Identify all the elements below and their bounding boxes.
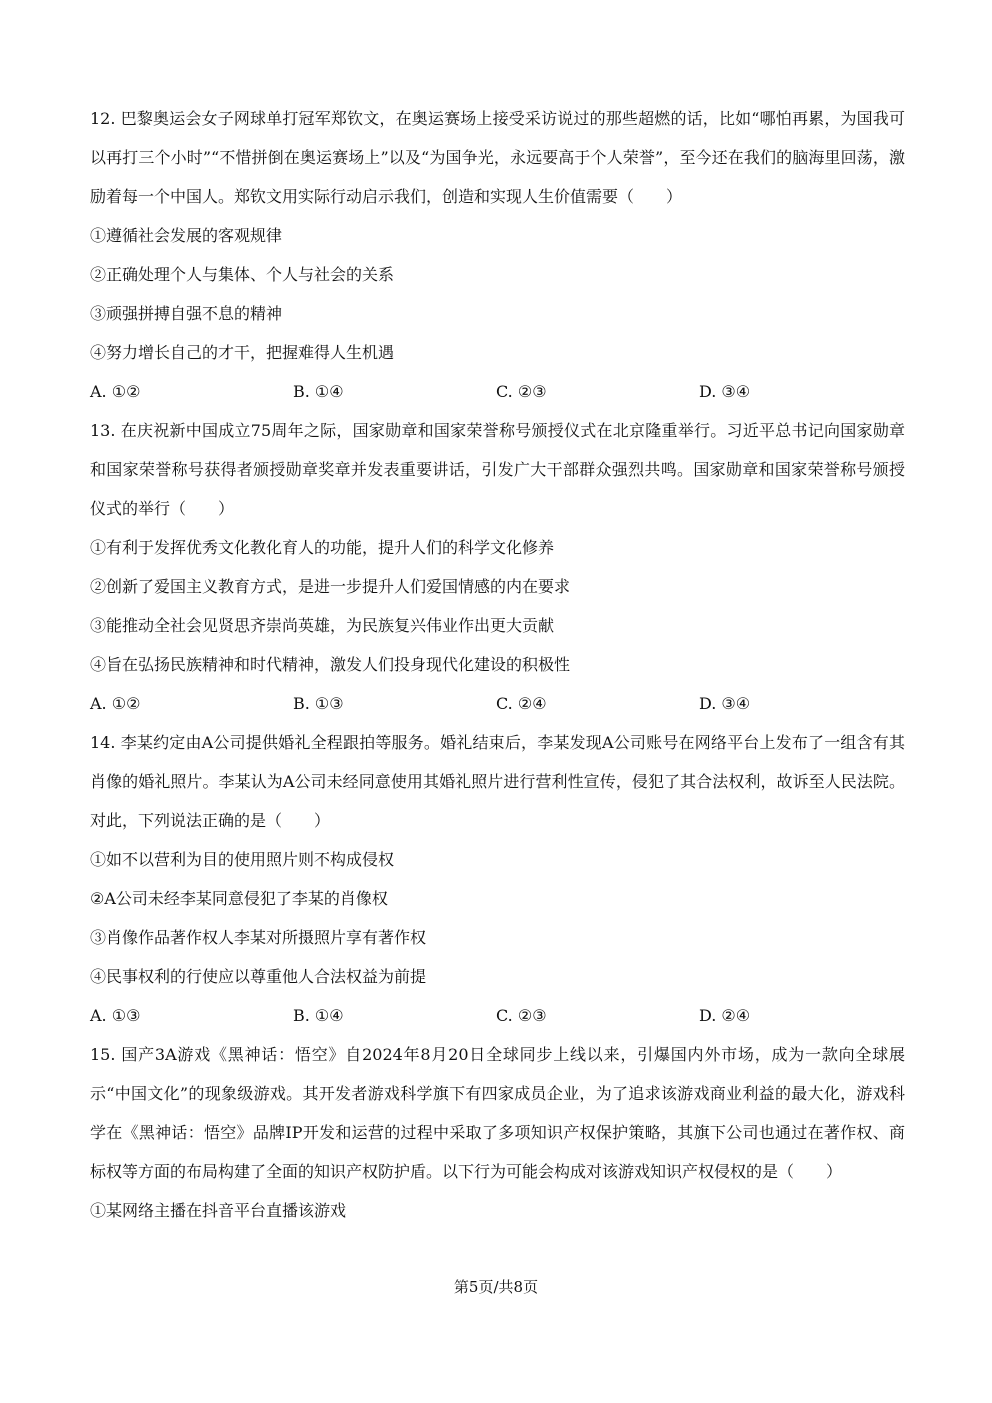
answer-options (90, 996, 905, 1035)
statement-item: ①有利于发挥优秀文化教化育人的功能，提升人们的科学文化修养 (90, 538, 555, 557)
question-stem: 12. 巴黎奥运会女子网球单打冠军郑钦文，在奥运赛场上接受采访说过的那些超燃的话，比如“哪怕再累，为国我可以再打三个小时”“不惜拼倒在奥运赛场上”以及“为国争光，永远要高于个人荣誉”，至今还在我们的脑海里回荡，激励着每一个中国人。郑钦文用实际行动启示我们，创造和实现人生价值需要（ ） (90, 109, 905, 206)
statement-item: ②创新了爱国主义教育方式，是进一步提升人们爱国情感的内在要求 (90, 577, 571, 596)
page-number: 第5页/共8页 (453, 1278, 539, 1296)
option-a: A. ①② (90, 694, 141, 713)
statement-item: ③顽强拼搏自强不息的精神 (90, 304, 283, 323)
option-b: B. ①④ (293, 1006, 344, 1025)
option-a: A. ①② (90, 382, 141, 401)
question-15 (90, 1035, 905, 1230)
question-stem: 15. 国产3A游戏《黑神话：悟空》自2024年8月20日全球同步上线以来，引爆国内外市场，成为一款向全球展示“中国文化”的现象级游戏。其开发者游戏科学旗下有四家成员企业，为了追求该游戏商业利益的最大化，游戏科学在《黑神话：悟空》品牌IP开发和运营的过程中采取了多项知识产权保护策略，其旗下公司也通过在著作权、商标权等方面的布局构建了全面的知识产权防护盾。以下行为可能会构成对该游戏知识产权侵权的是（ ） (90, 1045, 905, 1181)
statement-item: ③能推动全社会见贤思齐崇尚英雄，为民族复兴伟业作出更大贡献 (90, 616, 555, 635)
question-stem: 14. 李某约定由A公司提供婚礼全程跟拍等服务。婚礼结束后，李某发现A公司账号在网络平台上发布了一组含有其肖像的婚礼照片。李某认为A公司未经同意使用其婚礼照片进行营利性宣传，侵犯了其合法权利，故诉至人民法院。对此，下列说法正确的是（ ） (90, 733, 905, 830)
statement-item: ①如不以营利为目的使用照片则不构成侵权 (90, 850, 395, 869)
statement-item: ④旨在弘扬民族精神和时代精神，激发人们投身现代化建设的积极性 (90, 655, 571, 674)
statement-item: ①遵循社会发展的客观规律 (90, 226, 283, 245)
question-stem: 13. 在庆祝新中国成立75周年之际，国家勋章和国家荣誉称号颁授仪式在北京隆重举行。习近平总书记向国家勋章和国家荣誉称号获得者颁授勋章奖章并发表重要讲话，引发广大干部群众强烈共鸣。国家勋章和国家荣誉称号颁授仪式的举行（ ） (90, 421, 905, 518)
option-c: C. ②③ (496, 382, 547, 401)
option-d: D. ③④ (699, 694, 751, 713)
option-b: B. ①③ (293, 694, 344, 713)
option-c: C. ②④ (496, 694, 547, 713)
option-d: D. ②④ (699, 1006, 751, 1025)
statement-item: ①某网络主播在抖音平台直播该游戏 (90, 1201, 347, 1220)
option-d: D. ③④ (699, 382, 751, 401)
statement-item: ③肖像作品著作权人李某对所摄照片享有著作权 (90, 928, 427, 947)
option-a: A. ①③ (90, 1006, 141, 1025)
option-c: C. ②③ (496, 1006, 547, 1025)
option-b: B. ①④ (293, 382, 344, 401)
question-14 (90, 723, 905, 1035)
statement-item: ④努力增长自己的才干，把握难得人生机遇 (90, 343, 395, 362)
answer-options (90, 372, 905, 411)
page-content (90, 99, 905, 1230)
question-12 (90, 99, 905, 411)
question-13 (90, 411, 905, 723)
statement-item: ②A公司未经李某同意侵犯了李某的肖像权 (90, 889, 388, 908)
statement-item: ④民事权利的行使应以尊重他人合法权益为前提 (90, 967, 427, 986)
answer-options (90, 684, 905, 723)
statement-item: ②正确处理个人与集体、个人与社会的关系 (90, 265, 395, 284)
